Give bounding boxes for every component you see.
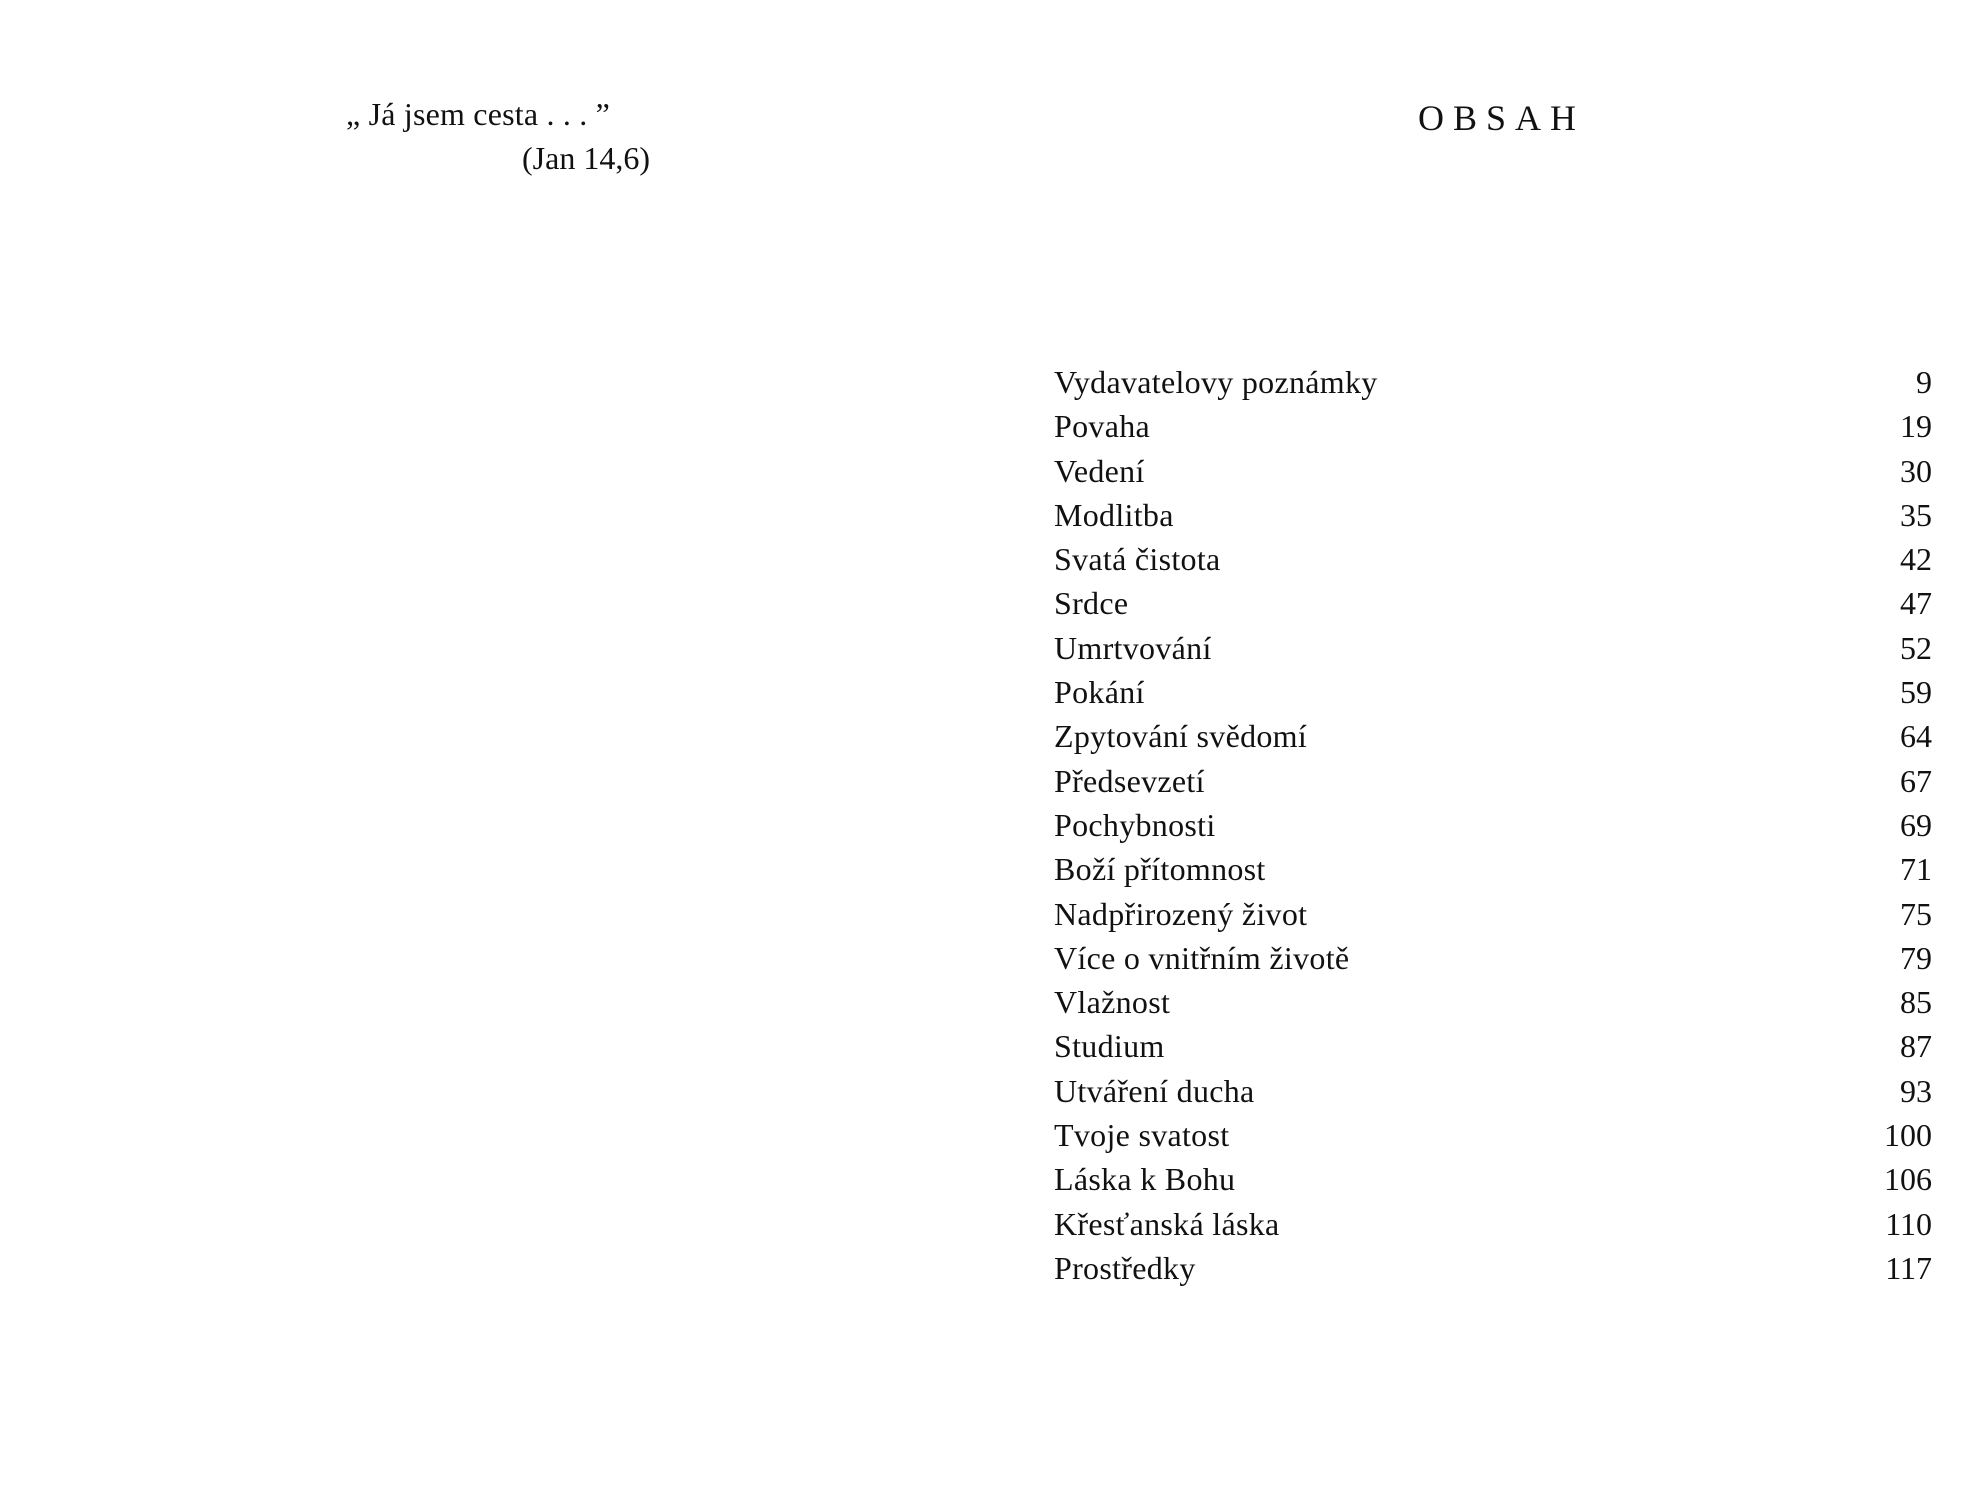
toc-entry-title: Láska k Bohu <box>1054 1161 1236 1198</box>
toc-page-number: 35 <box>1900 496 1932 533</box>
toc-row <box>1054 1069 1932 1113</box>
epigraph <box>346 92 706 180</box>
toc-entry-title: Povaha <box>1054 408 1151 445</box>
toc-entry-title: Vydavatelovy poznámky <box>1054 364 1378 400</box>
toc-entry-title: Vedení <box>1054 452 1145 489</box>
toc-row <box>1054 493 1932 537</box>
toc-row <box>1054 759 1932 803</box>
toc-row <box>1054 714 1932 758</box>
toc-row <box>1054 847 1932 891</box>
toc-page-number: 59 <box>1900 674 1932 711</box>
toc-row <box>1054 803 1932 847</box>
toc-row <box>1054 1246 1932 1290</box>
toc-page-number: 71 <box>1900 851 1932 888</box>
toc-row <box>1054 626 1932 670</box>
toc-row <box>1054 360 1932 404</box>
toc-row <box>1054 1157 1932 1201</box>
toc-page-number: 30 <box>1900 452 1932 489</box>
toc-page-number: 93 <box>1900 1072 1932 1109</box>
toc-page-number: 110 <box>1885 1205 1932 1242</box>
toc-page-number: 42 <box>1900 541 1932 578</box>
toc-entry-title: Zpytování svědomí <box>1054 718 1308 755</box>
toc-entry-title: Prostředky <box>1054 1249 1196 1286</box>
toc-row <box>1054 1024 1932 1068</box>
toc-row <box>1054 449 1932 493</box>
toc-page-number: 64 <box>1900 718 1932 755</box>
toc-entry-title: Srdce <box>1054 585 1129 622</box>
epigraph-quote: „ Já jsem cesta . . . ” <box>346 96 611 132</box>
toc-row <box>1054 537 1932 581</box>
toc-page-number: 79 <box>1900 939 1932 976</box>
toc-row <box>1054 404 1932 448</box>
toc-page-number: 47 <box>1900 585 1932 622</box>
toc-entry-title: Tvoje svatost <box>1054 1117 1230 1154</box>
toc-entry-title: Modlitba <box>1054 496 1174 533</box>
table-of-contents <box>1054 360 1932 1290</box>
toc-page-number: 69 <box>1900 806 1932 843</box>
epigraph-citation: (Jan 14,6) <box>522 140 650 176</box>
toc-page-number: 67 <box>1900 762 1932 799</box>
toc-page-number: 117 <box>1885 1249 1932 1286</box>
toc-entry-title: Předsevzetí <box>1054 762 1205 799</box>
toc-row <box>1054 1202 1932 1246</box>
toc-entry-title: Více o vnitřním životě <box>1054 939 1350 976</box>
toc-page-number: 87 <box>1900 1028 1932 1065</box>
toc-entry-title: Umrtvování <box>1054 629 1212 666</box>
toc-entry-title: Vlažnost <box>1054 984 1171 1021</box>
toc-entry-title: Svatá čistota <box>1054 541 1221 578</box>
toc-page-number: 52 <box>1900 629 1932 666</box>
toc-entry-title: Studium <box>1054 1028 1165 1065</box>
toc-page-number: 85 <box>1900 984 1932 1021</box>
toc-row <box>1054 581 1932 625</box>
toc-entry-title: Utváření ducha <box>1054 1072 1255 1109</box>
toc-page-number: 75 <box>1900 895 1932 932</box>
toc-row <box>1054 980 1932 1024</box>
toc-entry-title: Nadpřirozený život <box>1054 895 1308 932</box>
toc-row <box>1054 670 1932 714</box>
toc-page-number: 9 <box>1916 364 1932 400</box>
toc-row <box>1054 936 1932 980</box>
toc-page-number: 100 <box>1884 1117 1932 1154</box>
toc-entry-title: Pokání <box>1054 674 1145 711</box>
toc-title: OBSAH <box>1418 98 1586 138</box>
toc-entry-title: Křesťanská láska <box>1054 1205 1280 1242</box>
toc-entry-title: Pochybnosti <box>1054 806 1216 843</box>
toc-page-number: 19 <box>1900 408 1932 445</box>
toc-row <box>1054 892 1932 936</box>
toc-page-number: 106 <box>1884 1161 1932 1198</box>
toc-entry-title: Boží přítomnost <box>1054 851 1266 888</box>
toc-row <box>1054 1113 1932 1157</box>
